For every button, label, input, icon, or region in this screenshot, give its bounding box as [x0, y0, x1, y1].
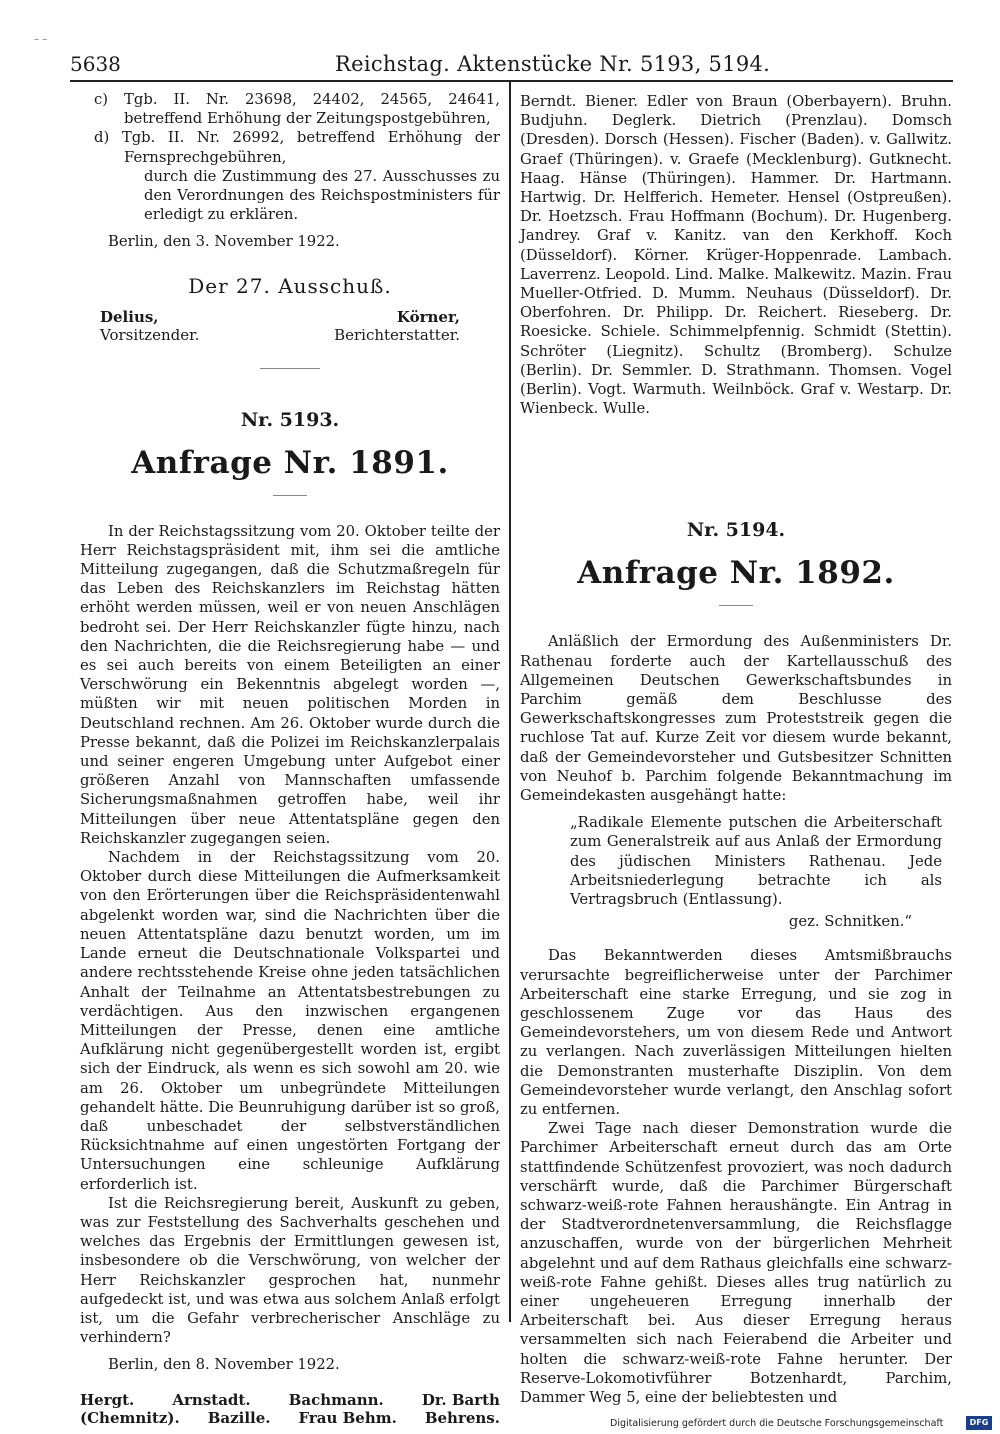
signature-names	[80, 308, 500, 326]
paragraph-r1: Anläßlich der Ermordung des Außenministers Dr. Rathenau forderte auch der Kartellausschuß des Allgemeinen Deutschen Gewerkschaftsbundes in Parchim gemäß dem Beschlusse des Gewerkschaftskongresses zum Proteststreik gegen die ruchlose Tat auf. Kurze Zeit vor diesem wurde bekannt, daß der Gemeindevorsteher und Gutsbesitzer Schnitten von Neuhof b. Parchim folgende Bekanntmachung im Gemeindekasten ausgehängt hatte:	[520, 633, 952, 805]
signatory: (Chemnitz).	[80, 1408, 180, 1427]
right-column	[520, 92, 952, 1407]
signature-reporter-role: Berichterstatter.	[334, 325, 460, 344]
document-number: Nr. 5193.	[240, 408, 340, 431]
signatory: Bachmann.	[288, 1390, 384, 1409]
date-line-1: Berlin, den 3. November 1922.	[108, 233, 340, 251]
paragraph-3: Ist die Reichsregierung bereit, Auskunft zu geben, was zur Feststellung des Sachverhalts geschehen und welches das Ergebnis der Ermittlungen gewesen ist, insbesondere ob die Verschwörung, von welcher der Herr Reichskanzler gesprochen hat, nunmehr aufgedeckt ist, und was etwa aus solchem Anlaß erfolgt ist, um die Gefahr verbrecherischer Anschläge zu verhindern?	[80, 1194, 500, 1347]
title-divider	[273, 495, 307, 496]
committee-heading: Der 27. Ausschuß.	[188, 273, 392, 298]
signature-chair-name: Delius,	[100, 307, 159, 326]
title-divider-2	[719, 605, 753, 606]
scan-mark: – –	[34, 34, 48, 45]
left-column	[80, 90, 500, 1427]
signatories-row-2	[80, 1409, 500, 1427]
list-item-c: c) Tgb. II. Nr. 23698, 24402, 24565, 24641, betreffend Erhöhung der Zeitungspostgebühren,	[94, 91, 500, 128]
paragraph-r2: Das Bekanntwerden dieses Amtsmißbrauchs verursachte begreiflicherweise unter der Parchimer Arbeiterschaft eine starke Erregung, und sie zog in geschlossenem Zuge vor das Haus des Gemeindevorstehers, um von diesem Rede und Antwort zu verlangen. Nach zuverlässigen Mitteilungen hielten die Demonstranten musterhafte Disziplin. Von dem Gemeindevorsteher wurde verlangt, den Anschlag sofort zu entfernen.	[520, 947, 952, 1118]
list-item-d: d) Tgb. II. Nr. 26992, betreffend Erhöhung der Fernsprechgebühren,	[94, 129, 500, 166]
signatory: Behrens.	[424, 1408, 500, 1427]
signatory: Bazille.	[207, 1408, 271, 1427]
digitization-credit: Digitalisierung gefördert durch die Deutsche Forschungsgemeinschaft	[610, 1418, 944, 1429]
signatories-list: Berndt. Biener. Edler von Braun (Oberbayern). Bruhn. Budjuhn. Deglerk. Dietrich (Prenzlau). Domsch (Dresden). Dorsch (Hessen). Fischer (Baden). v. Gallwitz. Graef (Thüringen). v. Graefe (Mecklenburg). Gutknecht. Haag. Hänse (Thüringen). Hammer. Dr. Hartmann. Hartwig. Dr. Helfferich. Hemeter. Hensel (Ostpreußen). Dr. Hoetzsch. Frau Hoffmann (Bochum). Dr. Hugenberg. Jandrey. Graf v. Kanitz. van den Kerkhoff. Koch (Düsseldorf). Körner. Krüger-Hoppenrade. Lambach. Laverrenz. Leopold. Lind. Malke. Malkewitz. Mazin. Frau Mueller-Otfried. D. Mumm. Neuhaus (Düsseldorf). Dr. Oberfohren. Dr. Philipp. Dr. Reichert. Rieseberg. Dr. Roesicke. Schiele. Schimmelpfennig. Schmidt (Stettin). Schröter (Liegnitz). Schultz (Bromberg). Schulze (Berlin). Dr. Semmler. D. Strathmann. Thomsen. Vogel (Berlin). Vogt. Warmuth. Weilnböck. Graf v. Westarp. Dr. Wienbeck. Wulle.	[520, 93, 952, 418]
document-title-2: Anfrage Nr. 1892.	[577, 555, 895, 592]
signature-reporter-name: Körner,	[396, 307, 460, 326]
dfg-logo-icon: DFG	[966, 1416, 992, 1430]
section-divider	[260, 368, 320, 369]
page-header	[70, 52, 953, 78]
quoted-notice: „Radikale Elemente putschen die Arbeiterschaft zum Generalstreik auf aus Anlaß der Ermordung des jüdischen Ministers Rathenau. Jede Arbeitsniederlegung betrachte ich als Vertragsbruch (Entlassung).	[570, 814, 942, 909]
document-title: Anfrage Nr. 1891.	[131, 444, 449, 481]
date-line-2: Berlin, den 8. November 1922.	[108, 1356, 340, 1374]
running-title: Reichstag. Aktenstücke Nr. 5193, 5194.	[335, 52, 771, 76]
approval-text: durch die Zustimmung des 27. Ausschusses zu den Verordnungen des Reichspostministers für erledigt zu erklären.	[144, 167, 500, 224]
signatory: Arnstadt.	[172, 1390, 251, 1409]
signature-chair-role: Vorsitzender.	[100, 325, 200, 344]
signatory: Dr. Barth	[421, 1390, 500, 1409]
signatories-row-1	[80, 1391, 500, 1409]
column-divider	[509, 82, 511, 1322]
document-number-2: Nr. 5194.	[686, 519, 786, 542]
paragraph-2: Nachdem in der Reichstagssitzung vom 20. Oktober durch diese Mitteilungen die Aufmerksamkeit von den Erörterungen über die Reichspräsidentenwahl abgelenkt worden war, sind die Nachrichten über die neuen Attentatspläne dazu benutzt worden, um im Lande erneut die Deutschnationale Volkspartei und andere rechtsstehende Kreise ohne jeden tatsächlichen Anhalt der Teilnahme an Attentatsbestrebungen zu verdächtigen. Aus den inzwischen ergangenen Mitteilungen der Presse, denen eine amtliche Aufklärung nicht gegenübergestellt worden ist, ergibt sich der Eindruck, als wenn es sich sowohl am 20. wie am 26. Oktober um unbegründete Mitteilungen gehandelt hätte. Die Beunruhigung darüber ist so groß, daß unbeschadet der selbstverständlichen Rücksichtnahme auf einen ungestörten Fortgang der Untersuchungen eine schleunige Aufklärung erforderlich ist.	[80, 849, 500, 1193]
header-rule	[70, 80, 953, 82]
page-number: 5638	[70, 52, 121, 76]
quoted-signature: gez. Schnitken.“	[788, 913, 912, 931]
signature-roles	[80, 326, 500, 344]
paragraph-1: In der Reichstagssitzung vom 20. Oktober teilte der Herr Reichstagspräsident mit, ihm sei die amtliche Mitteilung zugegangen, daß die Schutzmaßregeln für das Leben des Reichskanzlers im Reichstag hätten erhöht werden müssen, weil er von neuen Anschlägen bedroht sei. Der Herr Reichskanzler fügte hinzu, nach den Nachrichten, die die Reichsregierung habe — und es sei auch bereits von einem Beteiligten an einer Verschwörung ein Bekenntnis abgelegt worden —, müßten wir mit neuen politischen Morden in Deutschland rechnen. Am 26. Oktober wurde durch die Presse bekannt, daß die Polizei im Reichskanzlerpalais und seiner engeren Umgebung unter Aufgebot einer größeren Anzahl von Mannschaften umfassende Sicherungsmaßnahmen getroffen habe, weil ihr Mitteilungen über neue Attentatspläne gegen den Reichskanzler zugegangen seien.	[80, 522, 500, 847]
signatory: Hergt.	[80, 1390, 135, 1409]
paragraph-r3: Zwei Tage nach dieser Demonstration wurde die Parchimer Arbeiterschaft erneut durch das am Orte stattfindende Schützenfest provoziert, was noch dadurch verschärft wurde, daß die Parchimer Bürgerschaft schwarz-weiß-rote Fahnen heraushängte. Ein Antrag in der Stadtverordnetenversammlung, die Reichsflagge anzuschaffen, wurde von der bürgerlichen Mehrheit abgelehnt und auf dem Rathaus gleichfalls eine schwarz-weiß-rote Fahne gehißt. Dieses alles trug natürlich zu einer ungeheueren Erregung innerhalb der Arbeiterschaft bei. Aus dieser Erregung heraus versammelten sich nach Feierabend die Arbeiter und holten die schwarz-weiß-rote Fahne herunter. Der Reserve-Lokomotivführer Botzenhardt, Parchim, Dammer Weg 5, eine der beliebtesten und	[520, 1120, 952, 1406]
signatory: Frau Behm.	[298, 1408, 397, 1427]
